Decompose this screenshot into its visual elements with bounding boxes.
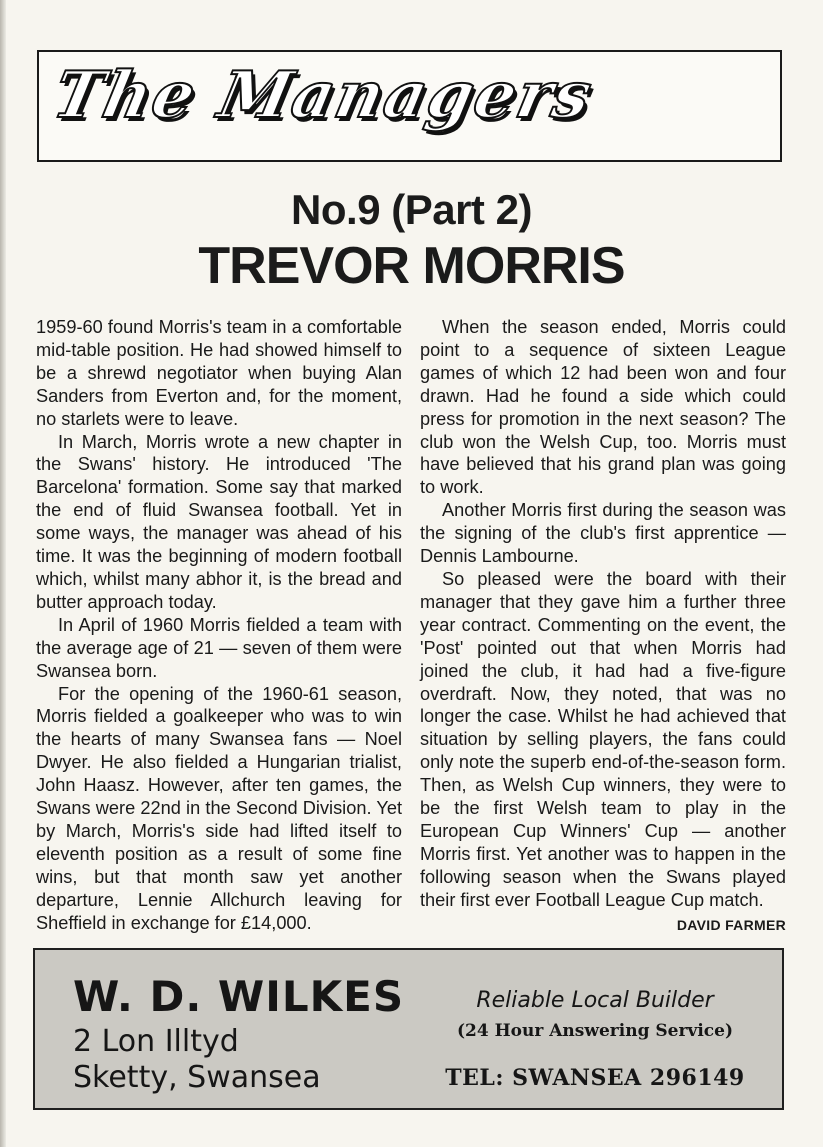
address-line: 2 Lon Illtyd xyxy=(73,1024,239,1059)
advertiser-name: W. D. WILKES xyxy=(73,972,405,1021)
paragraph: Another Morris first during the season was the signing of the club's first apprentice — Dennis Lambourne. xyxy=(420,500,786,567)
paragraph: In April of 1960 Morris fielded a team with the average age of 21 — seven of them were Swansea born. xyxy=(36,614,402,681)
paragraph: In March, Morris wrote a new chapter in the Swans' history. He introduced 'The Barcelona' formation. Some say that marked the end of fluid Swansea football. Yet in some ways, the manager was ahead of his time. It was the beginning of modern football which, whilst many abhor it, is the bread and butter approach today. xyxy=(36,431,402,612)
paragraph: 1959-60 found Morris's team in a comfortable mid-table position. He had showed himself to be a shrewd negotiator when buying Alan Sanders from Everton and, for the moment, no starlets were to leave. xyxy=(36,317,402,429)
builder-advert xyxy=(33,948,784,1110)
address-line: Sketty, Swansea xyxy=(73,1060,321,1095)
advert-tagline: Reliable Local Builder xyxy=(476,988,714,1013)
advert-service: (24 Hour Answering Service) xyxy=(456,1021,733,1041)
section-banner xyxy=(37,50,782,162)
banner-title: The Managers xyxy=(47,58,600,133)
article-column-right xyxy=(420,316,786,936)
paragraph: For the opening of the 1960-61 season, Morris fielded a goalkeeper who was to win the hearts of many Swansea fans — Noel Dwyer. He also fielded a Hungarian trialist, John Haasz. However, after ten games, the Swans were 22nd in the Second Division. Yet by March, Morris's side had lifted itself to eleventh position as a result of some fine wins, but that month saw yet another departure, Lennie Allchurch leaving for Sheffield in exchange for £14,000. xyxy=(36,683,402,933)
paragraph-text: So pleased were the board with their manager that they gave him a further three year contract. Commenting on the event, the 'Post' pointed out that when Morris had joined the club, it had had a five-figure overdraft. Now, they noted, that was no longer the case. Whilst he had achieved that situation by selling players, the fans could only note the superb end-of-the-season form. Then, as Welsh Cup winners, they were to be the first Welsh team to play in the European Cup Winners' Cup — another Morris first. Yet another was to happen in the following season when the Swans played their first ever Football League Cup match. xyxy=(420,568,786,910)
article-column-left xyxy=(36,316,402,934)
advert-details xyxy=(435,988,755,1091)
page-spine-shadow xyxy=(0,0,6,1147)
advertiser-address xyxy=(73,1024,321,1096)
article-headline: TREVOR MORRIS xyxy=(198,237,625,295)
advert-telephone: TEL: SWANSEA 296149 xyxy=(445,1065,745,1091)
paragraph: When the season ended, Morris could point to a sequence of sixteen League games of which 12 had been won and four drawn. Had he found a side which could press for promotion in the next season? The club won the Welsh Cup, too. Morris must have believed that his grand plan was going to work. xyxy=(420,317,786,498)
paragraph-last xyxy=(420,568,786,933)
article-subtitle: No.9 (Part 2) xyxy=(291,186,532,233)
author-byline: DAVID FARMER xyxy=(676,916,786,933)
